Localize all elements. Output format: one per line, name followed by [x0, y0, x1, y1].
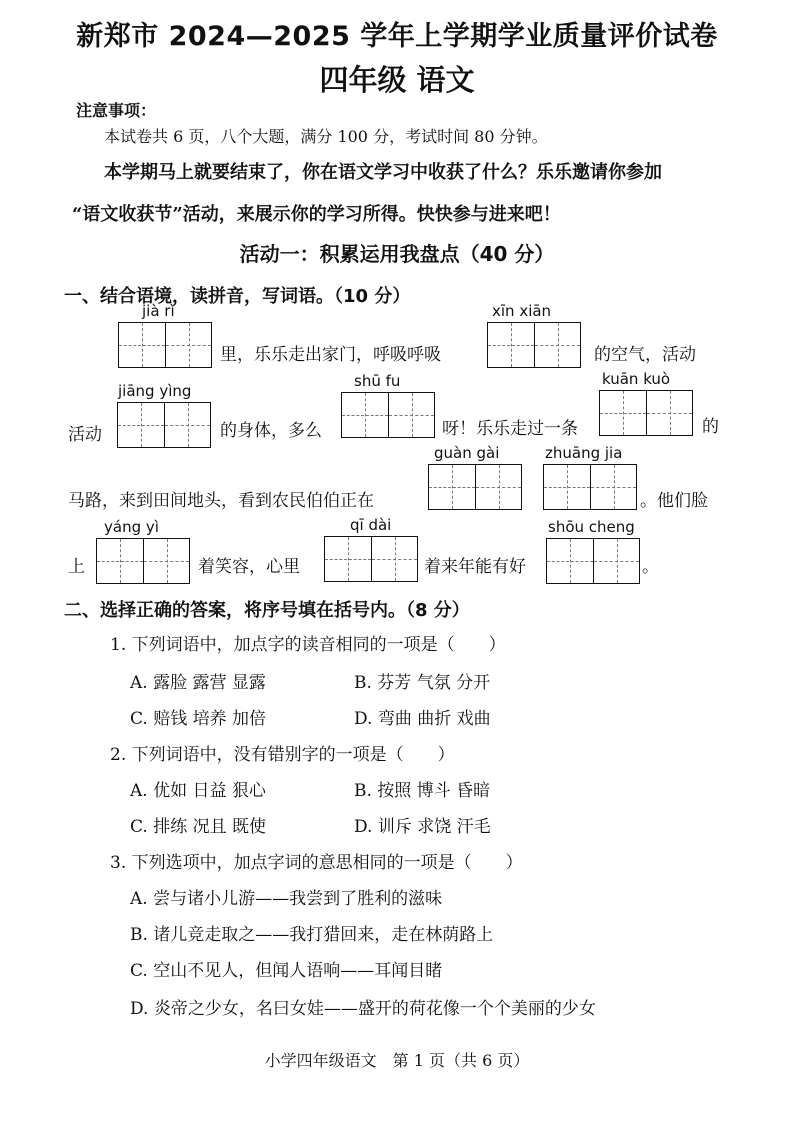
- write-grid-jiari[interactable]: [118, 322, 212, 368]
- blank-text: 上: [68, 557, 85, 577]
- write-grid-zhuangjia[interactable]: [543, 464, 637, 510]
- pinyin-qidai: qī dài: [350, 516, 392, 534]
- write-grid-yangyi[interactable]: [96, 538, 190, 584]
- q1-option-b[interactable]: B. 芬芳 气氛 分开: [354, 673, 491, 693]
- exam-title: 新郑市 2024—2025 学年上学期学业质量评价试卷: [76, 21, 718, 52]
- write-grid-shufu[interactable]: [341, 392, 435, 438]
- blank-text: 。: [642, 557, 659, 577]
- q2-option-c[interactable]: C. 排练 况且 既使: [130, 817, 267, 837]
- pinyin-guangai: guàn gài: [434, 444, 500, 462]
- pinyin-shoucheng: shōu cheng: [548, 518, 635, 536]
- blank-text: 的: [702, 417, 719, 437]
- pinyin-shufu: shū fu: [354, 372, 401, 390]
- pinyin-jiangying: jiāng yìng: [118, 382, 192, 400]
- write-grid-qidai[interactable]: [324, 536, 418, 582]
- q1-stem: 1. 下列词语中，加点字的读音相同的一项是（ ）: [110, 635, 506, 655]
- write-grid-guangai[interactable]: [428, 464, 522, 510]
- pinyin-yangyi: yáng yì: [104, 518, 159, 536]
- blank-text: 马路，来到田间地头，看到农民伯伯正在: [68, 491, 374, 511]
- blank-text: 呀！乐乐走过一条: [442, 419, 578, 439]
- q1-option-a[interactable]: A. 露脸 露营 显露: [130, 673, 266, 693]
- q3-option-b[interactable]: B. 诸儿竞走取之——我打猎回来，走在林荫路上: [130, 925, 494, 945]
- section2-heading: 二、选择正确的答案，将序号填在括号内。（8 分）: [64, 600, 470, 621]
- write-grid-shoucheng[interactable]: [546, 538, 640, 584]
- page-footer: 小学四年级语文 第 1 页（共 6 页）: [264, 1051, 530, 1070]
- q2-option-d[interactable]: D. 训斥 求饶 汗毛: [354, 817, 491, 837]
- notes-heading: 注意事项：: [76, 101, 157, 120]
- blank-text: 的身体，多么: [220, 421, 322, 441]
- q1-option-d[interactable]: D. 弯曲 曲折 戏曲: [354, 709, 491, 729]
- blank-text: 的空气，活动: [594, 345, 696, 365]
- q2-option-b[interactable]: B. 按照 博斗 昏暗: [354, 781, 491, 801]
- blank-text: 着来年能有好: [424, 557, 526, 577]
- blank-text: 里，乐乐走出家门，呼吸呼吸: [220, 345, 441, 365]
- write-grid-xinxian[interactable]: [487, 322, 581, 368]
- q2-stem: 2. 下列词语中，没有错别字的一项是（ ）: [110, 745, 455, 765]
- pinyin-kuankuo: kuān kuò: [602, 370, 671, 388]
- notes-line1: 本试卷共 6 页，八个大题，满分 100 分，考试时间 80 分钟。: [104, 127, 548, 146]
- blank-text: 活动: [68, 425, 102, 445]
- exam-subtitle: 四年级 语文: [319, 63, 475, 97]
- write-grid-jiangying[interactable]: [117, 402, 211, 448]
- activity1-title: 活动一：积累运用我盘点（40 分）: [239, 242, 555, 266]
- intro-line1: 本学期马上就要结束了，你在语文学习中收获了什么？乐乐邀请你参加: [104, 162, 662, 183]
- write-grid-kuankuo[interactable]: [599, 390, 693, 436]
- section1-heading: 一、结合语境，读拼音，写词语。（10 分）: [64, 286, 411, 307]
- q3-option-a[interactable]: A. 尝与诸小儿游——我尝到了胜利的滋味: [130, 889, 443, 909]
- blank-text: 。他们脸: [640, 491, 708, 511]
- q3-option-d[interactable]: D. 炎帝之少女，名曰女娃——盛开的荷花像一个个美丽的少女: [130, 999, 596, 1019]
- q2-option-a[interactable]: A. 优如 日益 狠心: [130, 781, 266, 801]
- q3-stem: 3. 下列选项中，加点字词的意思相同的一项是（ ）: [110, 853, 523, 873]
- blank-text: 着笑容，心里: [198, 557, 300, 577]
- pinyin-xinxian: xīn xiān: [492, 302, 552, 320]
- q3-option-c[interactable]: C. 空山不见人，但闻人语响——耳闻目睹: [130, 961, 443, 981]
- q1-option-c[interactable]: C. 赔钱 培养 加倍: [130, 709, 267, 729]
- intro-line2: “语文收获节”活动，来展示你的学习所得。快快参与进来吧！: [72, 204, 561, 225]
- pinyin-zhuangjia: zhuāng jia: [545, 444, 623, 462]
- pinyin-jiari: jià rì: [142, 302, 175, 320]
